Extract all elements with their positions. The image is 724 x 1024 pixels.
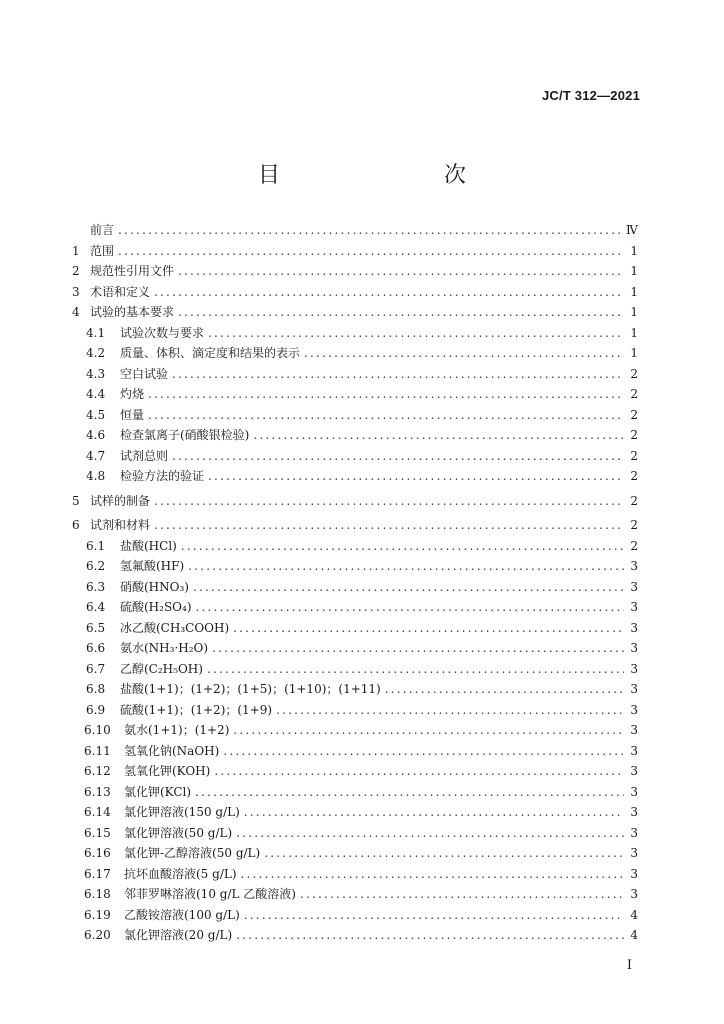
dot-leader xyxy=(172,364,624,385)
dot-leader xyxy=(244,905,624,926)
toc-entry-number: 6.6 xyxy=(86,641,106,655)
toc-entry[interactable] xyxy=(72,466,638,487)
toc-entry-number: 3 xyxy=(72,284,80,299)
toc-entry-page: 3 xyxy=(630,641,638,655)
toc-entry-number: 6.8 xyxy=(86,682,106,696)
toc-entry-title: 氯化钾溶液(150 g/L) xyxy=(124,805,240,819)
toc-entry-page: 3 xyxy=(630,846,638,860)
dot-leader xyxy=(188,556,624,577)
toc-entry-page: 4 xyxy=(630,928,638,942)
toc-entry-number: 6.15 xyxy=(84,825,111,840)
toc-entry-page: 2 xyxy=(630,407,638,422)
toc-entry-number: 6.12 xyxy=(84,764,111,778)
toc-entry-number: 6.13 xyxy=(84,784,111,799)
toc-entry-number: 4.8 xyxy=(86,469,106,483)
toc-entry-title: 硫酸(H₂SO₄) xyxy=(120,600,192,614)
toc-entry-page: 1 xyxy=(630,284,638,299)
toc-entry-title: 检验方法的验证 xyxy=(120,469,205,483)
toc-entry[interactable] xyxy=(72,741,638,762)
toc-entry-page: 3 xyxy=(630,682,638,696)
toc-entry[interactable] xyxy=(72,364,638,385)
toc-entry-number: 6.7 xyxy=(86,661,106,676)
dot-leader xyxy=(148,405,624,426)
toc-entry-page: 3 xyxy=(630,825,638,840)
toc-entry[interactable] xyxy=(72,823,638,844)
toc-entry-page: 3 xyxy=(630,805,638,819)
toc-entry[interactable] xyxy=(72,425,638,446)
toc-entry-title: 乙酸铵溶液(100 g/L) xyxy=(124,907,240,922)
toc-entry-title: 灼烧 xyxy=(120,387,145,401)
dot-leader xyxy=(208,466,624,487)
dot-leader xyxy=(236,823,624,844)
toc-entry-title: 硝酸(HNO₃) xyxy=(120,579,189,594)
toc-entry-page: 3 xyxy=(630,887,638,901)
toc-entry[interactable] xyxy=(72,802,638,823)
toc-entry[interactable] xyxy=(72,323,638,344)
dot-leader xyxy=(276,700,624,721)
toc-entry-number: 6.10 xyxy=(84,723,111,737)
dot-leader xyxy=(300,884,624,905)
toc-entry[interactable] xyxy=(72,700,638,721)
dot-leader xyxy=(178,261,624,282)
toc-entry[interactable] xyxy=(72,491,638,512)
toc-entry-number: 4.3 xyxy=(86,366,106,381)
toc-entry-page: 3 xyxy=(630,866,638,881)
dot-leader xyxy=(178,302,624,323)
toc-entry-number: 4.4 xyxy=(86,387,106,401)
toc-entry-title: 氯化钾溶液(20 g/L) xyxy=(124,928,233,942)
toc-entry-page: 1 xyxy=(630,305,638,319)
toc-entry[interactable] xyxy=(72,343,638,364)
toc-entry-title: 恒量 xyxy=(120,407,145,422)
toc-entry-title: 冰乙酸(CH₃COOH) xyxy=(120,620,230,635)
toc-entry[interactable] xyxy=(72,405,638,426)
toc-entry-number: 6.1 xyxy=(86,538,106,553)
toc-entry-number: 6.17 xyxy=(84,866,111,881)
dot-leader xyxy=(154,515,624,536)
toc-entry[interactable] xyxy=(72,925,638,946)
dot-leader xyxy=(181,536,624,557)
toc-entry-title: 检查氯离子(硝酸银检验) xyxy=(120,428,250,442)
toc-entry-page: 3 xyxy=(630,600,638,614)
toc-entry[interactable] xyxy=(72,597,638,618)
toc-entry-page: 1 xyxy=(630,243,638,258)
toc-entry-number: 6.2 xyxy=(86,559,106,573)
toc-entry-number: 6.18 xyxy=(84,887,111,901)
toc-entry-title: 乙醇(C₂H₅OH) xyxy=(120,661,203,676)
toc-entry-title: 质量、体积、滴定度和结果的表示 xyxy=(120,346,301,360)
toc-entry[interactable] xyxy=(72,864,638,885)
dot-leader xyxy=(195,782,624,803)
toc-entry-page: 4 xyxy=(630,907,638,922)
dot-leader xyxy=(223,741,624,762)
toc-entry-page: 2 xyxy=(630,538,638,553)
dot-leader xyxy=(253,425,624,446)
toc-entry[interactable] xyxy=(72,556,638,577)
toc-entry-title: 硫酸(1+1)；(1+2)；(1+9) xyxy=(120,702,273,717)
toc-entry-title: 氨水(1+1)；(1+2) xyxy=(124,723,230,737)
toc-entry-title: 范围 xyxy=(90,243,115,258)
toc-entry[interactable] xyxy=(72,884,638,905)
toc-entry-number: 2 xyxy=(72,264,80,278)
dot-leader xyxy=(385,679,624,700)
toc-entry-title: 术语和定义 xyxy=(90,284,151,299)
toc-entry-number: 6.14 xyxy=(84,805,111,819)
toc-entry[interactable] xyxy=(72,720,638,741)
toc-entry-page: 3 xyxy=(630,723,638,737)
toc-entry-title: 试剂总则 xyxy=(120,448,169,463)
dot-leader xyxy=(212,638,624,659)
toc-entry-page: 2 xyxy=(630,428,638,442)
toc-entry[interactable] xyxy=(72,241,638,262)
toc-entry-number: 6.11 xyxy=(84,743,111,758)
dot-leader xyxy=(196,597,624,618)
toc-entry-number: 6.3 xyxy=(86,579,106,594)
toc-entry[interactable] xyxy=(72,638,638,659)
toc-entry-page: 3 xyxy=(630,764,638,778)
toc-entry-title: 盐酸(1+1)；(1+2)；(1+5)；(1+10)；(1+11) xyxy=(120,682,381,696)
toc-entry-title: 空白试验 xyxy=(120,366,169,381)
dot-leader xyxy=(118,220,622,241)
toc-entry-number: 1 xyxy=(72,243,80,258)
toc-entry-page: 3 xyxy=(630,784,638,799)
toc-entry-number: 4.7 xyxy=(86,448,106,463)
dot-leader xyxy=(172,446,624,467)
toc-entry-number: 4 xyxy=(72,305,80,319)
toc-entry-title: 氢氧化钾(KOH) xyxy=(124,764,211,778)
toc-entry-number: 6.19 xyxy=(84,907,111,922)
dot-leader xyxy=(244,802,624,823)
toc-entry-number: 4.6 xyxy=(86,428,106,442)
page-title: 目 次 xyxy=(257,163,506,188)
table-of-contents xyxy=(72,220,638,946)
toc-entry-title: 试样的制备 xyxy=(90,493,151,508)
dot-leader xyxy=(118,241,624,262)
toc-entry[interactable] xyxy=(72,679,638,700)
dot-leader xyxy=(207,659,624,680)
dot-leader xyxy=(214,761,624,782)
toc-entry-number: 6 xyxy=(72,518,80,532)
toc-entry-page: 3 xyxy=(630,661,638,676)
toc-entry[interactable] xyxy=(72,577,638,598)
dot-leader xyxy=(154,282,624,303)
dot-leader xyxy=(236,925,624,946)
toc-entry-title: 氨水(NH₃·H₂O) xyxy=(120,641,209,655)
toc-entry-page: 2 xyxy=(630,448,638,463)
toc-entry-page: 3 xyxy=(630,702,638,717)
toc-entry-number: 6.16 xyxy=(84,846,111,860)
toc-entry-page: 1 xyxy=(630,325,638,340)
toc-entry[interactable] xyxy=(72,446,638,467)
toc-entry-page: 2 xyxy=(630,493,638,508)
toc-entry[interactable] xyxy=(72,384,638,405)
toc-entry-page: 3 xyxy=(630,620,638,635)
dot-leader xyxy=(154,491,624,512)
dot-leader xyxy=(193,577,624,598)
dot-leader xyxy=(304,343,624,364)
toc-entry-title: 抗坏血酸溶液(5 g/L) xyxy=(124,866,237,881)
toc-entry[interactable] xyxy=(72,843,638,864)
toc-entry-number: 6.20 xyxy=(84,928,111,942)
toc-entry[interactable] xyxy=(72,261,638,282)
toc-entry-number: 6.5 xyxy=(86,620,106,635)
toc-entry-title: 试验的基本要求 xyxy=(90,305,175,319)
toc-entry-number: 6.9 xyxy=(86,702,106,717)
toc-entry-title: 氯化钾(KCl) xyxy=(124,784,192,799)
toc-entry-page: 1 xyxy=(630,346,638,360)
dot-leader xyxy=(208,323,624,344)
dot-leader xyxy=(233,720,624,741)
toc-entry[interactable] xyxy=(72,782,638,803)
toc-entry-number: 6.4 xyxy=(86,600,106,614)
toc-entry-title: 试验次数与要求 xyxy=(120,325,205,340)
toc-entry-title: 氢氧化钠(NaOH) xyxy=(124,743,220,758)
toc-entry[interactable] xyxy=(72,282,638,303)
dot-leader xyxy=(241,864,624,885)
toc-entry-title: 氢氟酸(HF) xyxy=(120,559,185,573)
toc-entry[interactable] xyxy=(72,536,638,557)
toc-entry-title: 前言 xyxy=(90,223,115,237)
toc-entry-page: Ⅳ xyxy=(626,223,638,237)
toc-entry-number: 4.1 xyxy=(86,325,106,340)
toc-entry-number: 5 xyxy=(72,493,80,508)
toc-entry-page: 2 xyxy=(630,518,638,532)
toc-entry-page: 3 xyxy=(630,579,638,594)
dot-leader xyxy=(264,843,624,864)
toc-entry-page: 3 xyxy=(630,559,638,573)
toc-entry-title: 邻菲罗啉溶液(10 g/L 乙酸溶液) xyxy=(124,887,296,901)
toc-entry-title: 规范性引用文件 xyxy=(90,264,175,278)
toc-entry[interactable] xyxy=(72,761,638,782)
toc-entry-page: 3 xyxy=(630,743,638,758)
toc-entry[interactable] xyxy=(72,905,638,926)
toc-entry[interactable] xyxy=(72,618,638,639)
toc-entry-number: 4.2 xyxy=(86,346,106,360)
toc-entry-page: 1 xyxy=(630,264,638,278)
toc-entry-title: 氯化钾-乙醇溶液(50 g/L) xyxy=(124,846,261,860)
toc-entry-title: 盐酸(HCl) xyxy=(120,538,177,553)
page-number: Ⅰ xyxy=(626,958,632,973)
toc-entry[interactable] xyxy=(72,659,638,680)
toc-entry-title: 氯化钾溶液(50 g/L) xyxy=(124,825,233,840)
toc-entry[interactable] xyxy=(72,302,638,323)
standard-code: JC/T 312—2021 xyxy=(542,88,640,103)
toc-entry-title: 试剂和材料 xyxy=(90,518,151,532)
dot-leader xyxy=(233,618,624,639)
toc-entry-number: 4.5 xyxy=(86,407,106,422)
toc-entry[interactable] xyxy=(72,220,638,241)
dot-leader xyxy=(148,384,624,405)
toc-entry-page: 2 xyxy=(630,469,638,483)
toc-entry[interactable] xyxy=(72,515,638,536)
toc-entry-page: 2 xyxy=(630,387,638,401)
toc-entry-page: 2 xyxy=(630,366,638,381)
